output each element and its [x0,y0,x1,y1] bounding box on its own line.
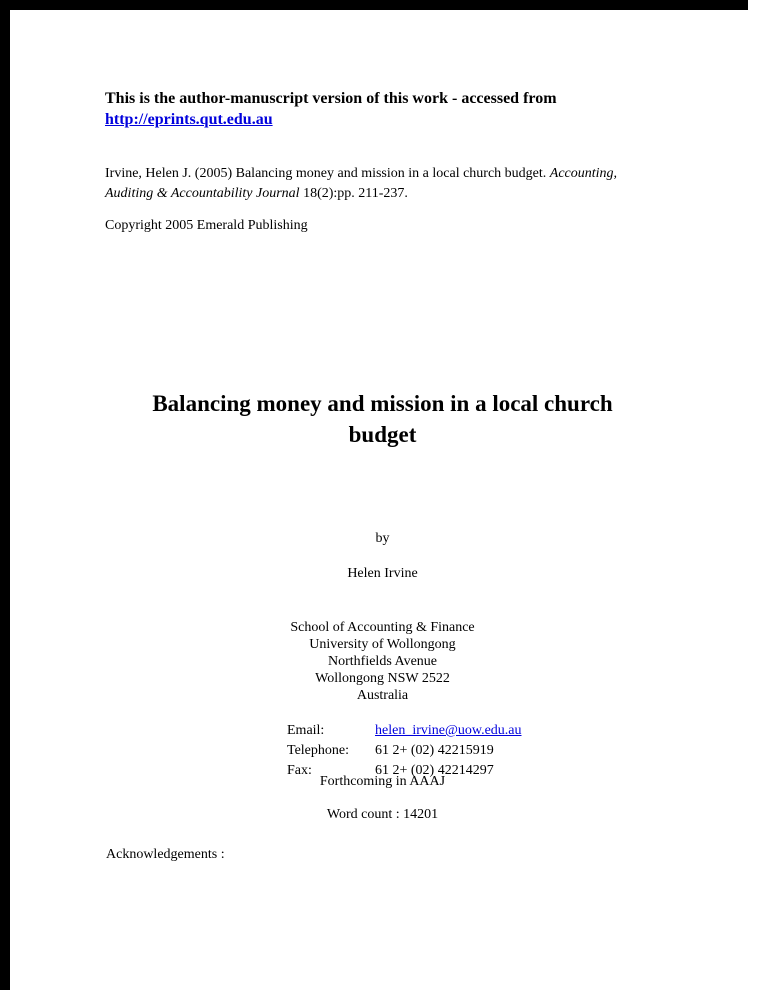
address-block [105,619,660,704]
email-link[interactable]: helen_irvine@uow.edu.au [375,723,522,738]
manuscript-notice [105,88,557,130]
contact-block [287,721,522,781]
address-line-school: School of Accounting & Finance [290,620,475,635]
paper-title [105,388,660,450]
citation-authors-text: Irvine, Helen J. (2005) Balancing money and mission in a local church budget. [105,166,550,181]
fax-value: 61 2+ (02) 42214297 [375,763,494,778]
telephone-label: Telephone: [287,743,349,758]
notice-text: This is the author-manuscript version of this work - accessed from [105,90,557,107]
byline-by: by [375,531,390,546]
fax-label: Fax: [287,763,312,778]
contact-row-telephone [287,741,522,761]
citation [105,164,617,204]
paper-title-line1: Balancing money and mission in a local church [152,391,613,416]
telephone-value: 61 2+ (02) 42215919 [375,743,494,758]
contact-row-email [287,721,522,741]
address-line-university: University of Wollongong [309,637,456,652]
address-line-city: Wollongong NSW 2522 [315,671,450,686]
author-name: Helen Irvine [347,566,418,581]
address-line-country: Australia [356,688,409,703]
citation-journal-name-part2: Auditing & Accountability Journal [105,186,300,201]
paper-title-line2: budget [348,422,417,447]
email-label: Email: [287,723,325,738]
citation-journal-name-part1: Accounting, [549,166,618,181]
citation-issue-pages: 18(2):pp. 211-237. [299,186,408,201]
address-line-street: Northfields Avenue [328,654,437,669]
eprints-link[interactable]: http://eprints.qut.edu.au [105,111,273,128]
scan-artifact-left-bar [0,0,10,990]
forthcoming-note: Forthcoming in AAAJ [319,774,446,789]
word-count-line: Word count : 14201 [326,807,439,822]
acknowledgements-heading: Acknowledgements : [106,847,225,862]
copyright-line: Copyright 2005 Emerald Publishing [105,218,308,233]
scan-artifact-top-bar [0,0,748,10]
